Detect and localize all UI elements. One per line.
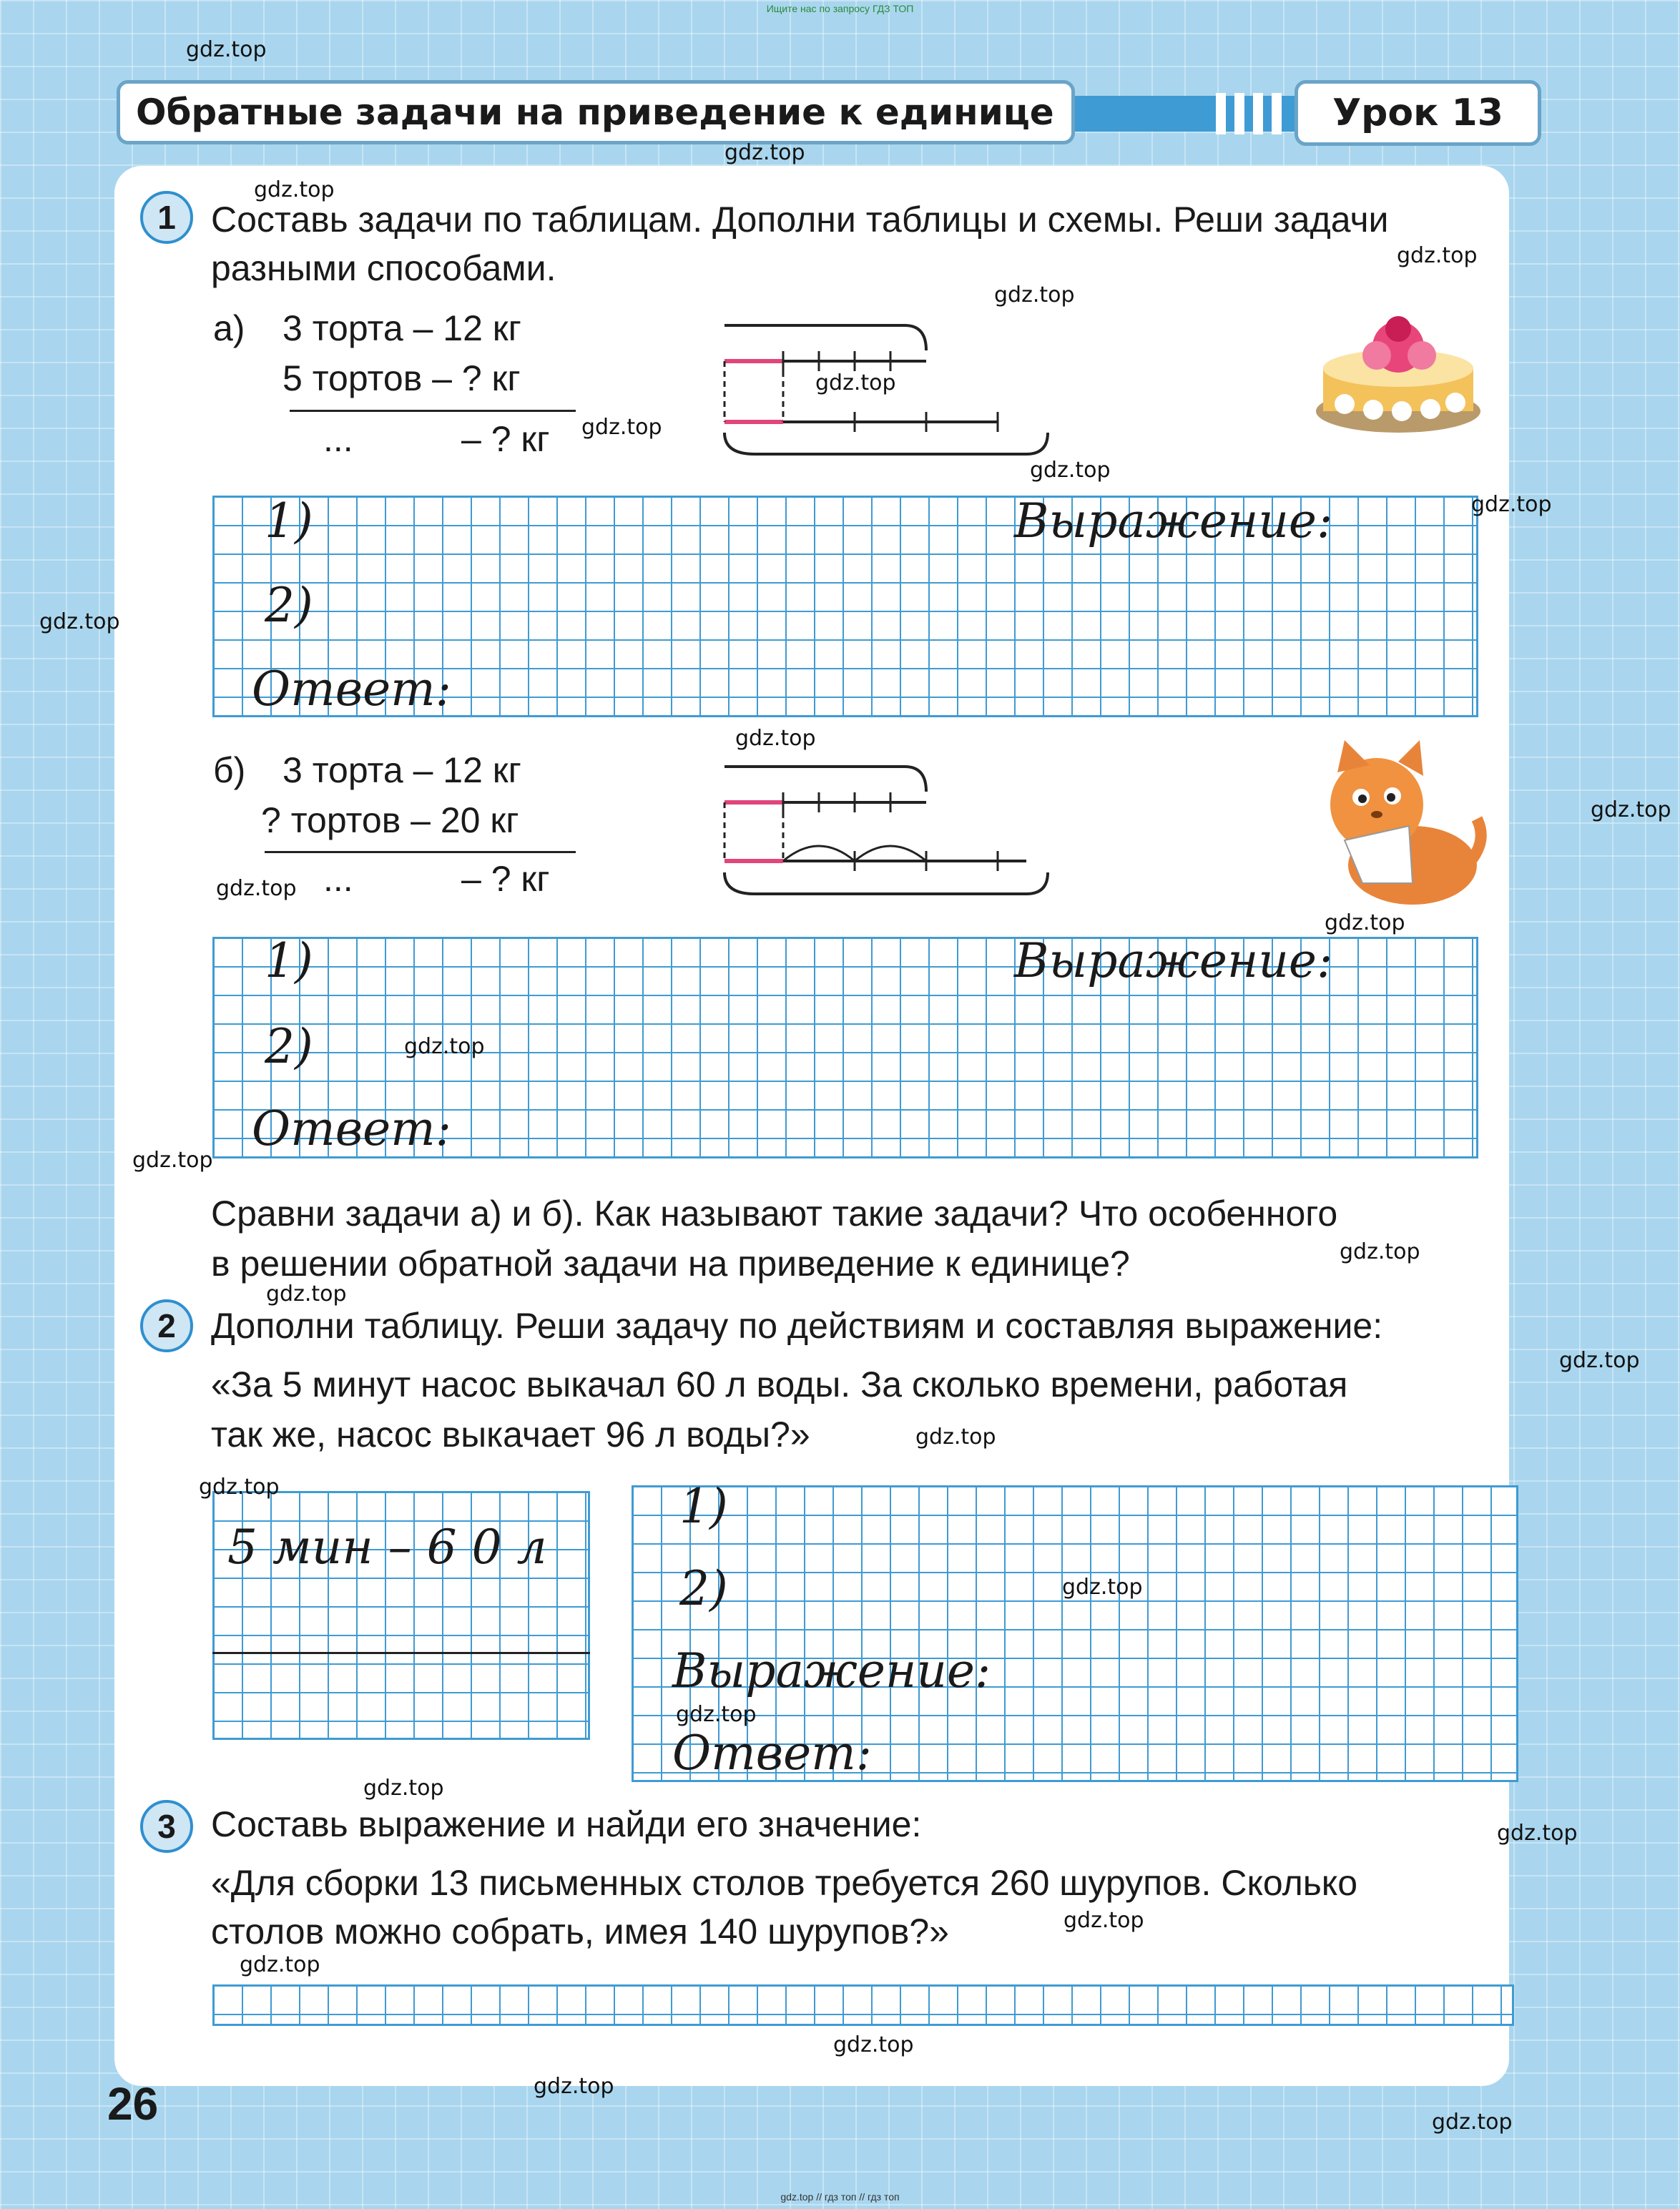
watermark: gdz.top <box>915 1425 996 1450</box>
table-underline <box>212 1652 590 1654</box>
watermark: gdz.top <box>1471 492 1552 517</box>
task-2-number: 2 <box>140 1299 193 1352</box>
part-b-row2: ? тортов – 20 кг <box>261 800 519 840</box>
step-1-label: 1) <box>679 1479 728 1534</box>
answer-label: Ответ: <box>672 1726 872 1781</box>
watermark: gdz.top <box>581 415 662 440</box>
bottom-note: gdz.top // гдз топ // гдз топ <box>780 2191 900 2203</box>
part-a-row3-left: ... <box>323 419 353 459</box>
answer-label: Ответ: <box>252 1101 451 1156</box>
watermark: gdz.top <box>735 726 816 751</box>
table-underline <box>265 851 576 853</box>
task-1-instruction: Составь задачи по таблицам. Дополни таблицы и схемы. Реши задачи <box>211 200 1389 240</box>
part-a-row3-right: – ? кг <box>461 419 550 459</box>
page-number: 26 <box>107 2078 159 2130</box>
watermark: gdz.top <box>404 1034 485 1059</box>
part-a-row2: 5 тортов – ? кг <box>283 358 521 398</box>
watermark: gdz.top <box>833 2032 914 2057</box>
expression-label: Выражение: <box>672 1643 991 1698</box>
task-3-number: 3 <box>140 1800 193 1853</box>
task-1-instruction-cont: разными способами. <box>211 248 556 288</box>
step-1-label: 1) <box>265 493 313 548</box>
part-a-row1: 3 торта – 12 кг <box>283 308 521 348</box>
part-b-label: б) <box>213 750 246 790</box>
watermark: gdz.top <box>676 1702 757 1727</box>
expression-label: Выражение: <box>1014 933 1333 988</box>
step-2-label: 2) <box>265 1019 313 1074</box>
watermark: gdz.top <box>1591 797 1671 822</box>
strip-bar <box>1216 93 1226 134</box>
watermark: gdz.top <box>186 37 267 62</box>
cake-image <box>1309 297 1488 440</box>
watermark: gdz.top <box>534 2074 614 2099</box>
watermark: gdz.top <box>216 876 297 901</box>
task-2-problem: «За 5 минут насос выкачал 60 л воды. За сколько времени, работая <box>211 1364 1348 1404</box>
watermark: gdz.top <box>254 177 335 202</box>
task-3-problem-cont: столов можно собрать, имея 140 шурупов?» <box>211 1912 949 1952</box>
step-1-label: 1) <box>265 933 313 988</box>
scheme-b <box>712 759 1069 899</box>
watermark: gdz.top <box>132 1148 213 1173</box>
part-b-row3-left: ... <box>323 859 353 899</box>
watermark: gdz.top <box>1397 243 1478 268</box>
watermark: gdz.top <box>724 140 805 165</box>
table-underline <box>290 410 576 412</box>
step-2-label: 2) <box>679 1561 728 1616</box>
watermark: gdz.top <box>199 1475 280 1500</box>
watermark: gdz.top <box>240 1952 320 1977</box>
compare-question: Сравни задачи а) и б). Как называют такие задачи? Что особенного <box>211 1194 1338 1234</box>
watermark: gdz.top <box>1030 458 1111 483</box>
lesson-label: Урок 13 <box>1295 80 1541 146</box>
watermark: gdz.top <box>1063 1908 1144 1933</box>
part-a-label: а) <box>213 308 245 348</box>
top-note: Ищите нас по запросу ГДЗ ТОП <box>766 3 914 14</box>
watermark: gdz.top <box>39 609 120 634</box>
watermark: gdz.top <box>815 370 896 395</box>
watermark: gdz.top <box>1325 910 1405 935</box>
page-title: Обратные задачи на приведение к единице <box>117 80 1075 144</box>
answer-label: Ответ: <box>252 661 451 717</box>
task-3-instruction: Составь выражение и найди его значение: <box>211 1804 922 1844</box>
watermark: gdz.top <box>1062 1575 1143 1600</box>
watermark: gdz.top <box>994 282 1075 308</box>
part-b-row1: 3 торта – 12 кг <box>283 750 521 790</box>
strip-bar <box>1234 93 1244 134</box>
watermark: gdz.top <box>1497 1821 1578 1846</box>
watermark: gdz.top <box>363 1776 444 1801</box>
compare-question-cont: в решении обратной задачи на приведение к единице? <box>211 1244 1130 1284</box>
watermark: gdz.top <box>1432 2110 1513 2135</box>
table-row: 5 мин – 6 0 л <box>227 1520 547 1575</box>
watermark: gdz.top <box>1559 1348 1640 1373</box>
part-b-row3-right: – ? кг <box>461 859 550 899</box>
answer-grid-3[interactable] <box>212 1984 1514 2026</box>
strip-bar <box>1272 93 1282 134</box>
strip-bar <box>1253 93 1263 134</box>
task-2-problem-cont: так же, насос выкачает 96 л воды?» <box>211 1415 810 1455</box>
task-2-instruction: Дополни таблицу. Реши задачу по действиям и составляя выражение: <box>211 1306 1383 1346</box>
step-2-label: 2) <box>265 578 313 633</box>
task-3-problem: «Для сборки 13 письменных столов требуется 260 шурупов. Сколько <box>211 1863 1358 1903</box>
task-1-number: 1 <box>140 191 193 244</box>
watermark: gdz.top <box>1340 1239 1420 1264</box>
expression-label: Выражение: <box>1014 493 1333 548</box>
watermark: gdz.top <box>266 1281 347 1307</box>
cat-image <box>1305 740 1498 912</box>
